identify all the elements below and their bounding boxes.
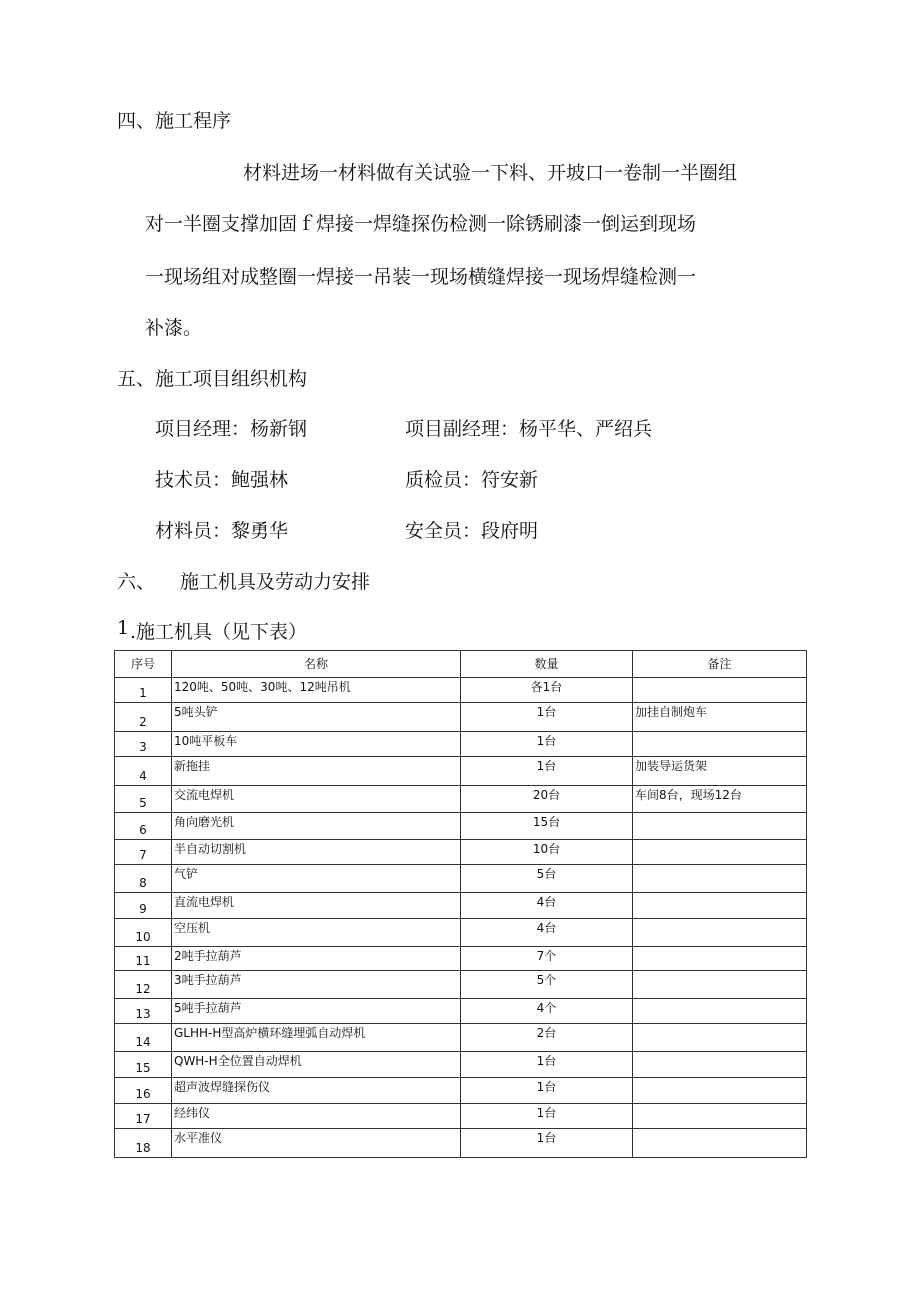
table-row xyxy=(115,919,807,947)
row-index: 15 xyxy=(115,1052,172,1078)
row-index: 11 xyxy=(115,947,172,971)
section5-heading: 五、施工项目组织机构 xyxy=(117,368,308,390)
header-index: 序号 xyxy=(115,651,172,678)
section4-line-1: 材料进场一材料做有关试验一下料、开坡口一卷制一半圈组 xyxy=(243,162,738,184)
section4-line-2: 对一半圈支撑加固ｆ焊接一焊缝探伤检测一除锈刷漆一倒运到现场 xyxy=(145,213,697,235)
equipment-name: QWH-H全位置自动焊机 xyxy=(172,1052,461,1078)
equipment-remarks xyxy=(633,893,807,919)
equipment-quantity: 10台 xyxy=(461,840,633,865)
equipment-remarks: 加装导运货架 xyxy=(633,757,807,786)
table-row xyxy=(115,1104,807,1129)
equipment-remarks xyxy=(633,732,807,757)
header-name: 名称 xyxy=(172,651,461,678)
equipment-remarks xyxy=(633,840,807,865)
equipment-quantity: 1台 xyxy=(461,1078,633,1104)
equipment-remarks xyxy=(633,813,807,840)
staff-project-manager: 项目经理：杨新钢 xyxy=(155,418,308,440)
staff-deputy-manager: 项目副经理：杨平华、严绍兵 xyxy=(405,418,653,440)
row-index: 4 xyxy=(115,757,172,786)
equipment-name: 3吨手拉葫芦 xyxy=(172,971,461,999)
staff-quality-inspector: 质检员：符安新 xyxy=(405,469,539,491)
equipment-name: 气铲 xyxy=(172,865,461,893)
equipment-quantity: 2台 xyxy=(461,1024,633,1052)
equipment-name: 5吨头铲 xyxy=(172,703,461,732)
row-index: 18 xyxy=(115,1129,172,1158)
row-index: 12 xyxy=(115,971,172,999)
equipment-table xyxy=(114,650,807,1158)
equipment-quantity: 15台 xyxy=(461,813,633,840)
equipment-quantity: 各1台 xyxy=(461,678,633,703)
equipment-quantity: 1台 xyxy=(461,703,633,732)
row-index: 13 xyxy=(115,999,172,1024)
equipment-name: 角向磨光机 xyxy=(172,813,461,840)
equipment-remarks xyxy=(633,971,807,999)
equipment-remarks xyxy=(633,919,807,947)
section6-number: 六、 xyxy=(117,571,156,593)
equipment-name: 超声波焊缝探伤仪 xyxy=(172,1078,461,1104)
row-index: 16 xyxy=(115,1078,172,1104)
equipment-quantity: 4台 xyxy=(461,893,633,919)
equipment-quantity: 5台 xyxy=(461,865,633,893)
equipment-name: GLHH-H型高炉横环缝埋弧自动焊机 xyxy=(172,1024,461,1052)
equipment-name: 直流电焊机 xyxy=(172,893,461,919)
table-row xyxy=(115,757,807,786)
table-row xyxy=(115,971,807,999)
equipment-remarks xyxy=(633,999,807,1024)
table-row xyxy=(115,1129,807,1158)
equipment-quantity: 7个 xyxy=(461,947,633,971)
subsection-1-number: 1 xyxy=(117,617,130,639)
subsection-1-heading: .施工机具（见下表） xyxy=(130,621,308,643)
equipment-remarks xyxy=(633,1052,807,1078)
equipment-remarks xyxy=(633,678,807,703)
equipment-name: 水平准仪 xyxy=(172,1129,461,1158)
table-row xyxy=(115,786,807,813)
equipment-name: 5吨手拉葫芦 xyxy=(172,999,461,1024)
equipment-quantity: 1台 xyxy=(461,1052,633,1078)
equipment-quantity: 1台 xyxy=(461,732,633,757)
equipment-quantity: 4台 xyxy=(461,919,633,947)
row-index: 6 xyxy=(115,813,172,840)
equipment-quantity: 1台 xyxy=(461,757,633,786)
equipment-name: 半自动切割机 xyxy=(172,840,461,865)
row-index: 10 xyxy=(115,919,172,947)
table-row xyxy=(115,678,807,703)
row-index: 9 xyxy=(115,893,172,919)
table-row xyxy=(115,1052,807,1078)
equipment-name: 2吨手拉葫芦 xyxy=(172,947,461,971)
table-row xyxy=(115,893,807,919)
table-header-row xyxy=(115,651,807,678)
row-index: 3 xyxy=(115,732,172,757)
section4-heading: 四、施工程序 xyxy=(117,110,232,132)
section4-line-3: 一现场组对成整圈一焊接一吊装一现场横缝焊接一现场焊缝检测一 xyxy=(145,266,697,288)
equipment-remarks xyxy=(633,1104,807,1129)
header-quantity: 数量 xyxy=(461,651,633,678)
equipment-quantity: 5个 xyxy=(461,971,633,999)
table-row xyxy=(115,1024,807,1052)
table-row xyxy=(115,703,807,732)
row-index: 1 xyxy=(115,678,172,703)
row-index: 2 xyxy=(115,703,172,732)
row-index: 7 xyxy=(115,840,172,865)
table-row xyxy=(115,999,807,1024)
equipment-name: 120吨、50吨、30吨、12吨吊机 xyxy=(172,678,461,703)
equipment-name: 交流电焊机 xyxy=(172,786,461,813)
table-row xyxy=(115,947,807,971)
table-row xyxy=(115,1078,807,1104)
table-row xyxy=(115,865,807,893)
equipment-name: 空压机 xyxy=(172,919,461,947)
staff-safety: 安全员：段府明 xyxy=(405,520,539,542)
equipment-remarks: 加挂自制炮车 xyxy=(633,703,807,732)
row-index: 5 xyxy=(115,786,172,813)
equipment-name: 经纬仪 xyxy=(172,1104,461,1129)
equipment-quantity: 1台 xyxy=(461,1129,633,1158)
table-row xyxy=(115,813,807,840)
equipment-remarks xyxy=(633,1024,807,1052)
table-row xyxy=(115,840,807,865)
row-index: 14 xyxy=(115,1024,172,1052)
section4-line-4: 补漆。 xyxy=(145,317,203,339)
equipment-name: 10吨平板车 xyxy=(172,732,461,757)
table-row xyxy=(115,732,807,757)
staff-materials: 材料员：黎勇华 xyxy=(155,520,289,542)
equipment-remarks xyxy=(633,1129,807,1158)
equipment-quantity: 20台 xyxy=(461,786,633,813)
equipment-remarks xyxy=(633,1078,807,1104)
equipment-remarks xyxy=(633,947,807,971)
row-index: 17 xyxy=(115,1104,172,1129)
equipment-name: 新拖挂 xyxy=(172,757,461,786)
header-remarks: 备注 xyxy=(633,651,807,678)
equipment-quantity: 1台 xyxy=(461,1104,633,1129)
row-index: 8 xyxy=(115,865,172,893)
equipment-quantity: 4个 xyxy=(461,999,633,1024)
equipment-remarks: 车间8台，现场12台 xyxy=(633,786,807,813)
equipment-remarks xyxy=(633,865,807,893)
staff-technician: 技术员：鲍强林 xyxy=(155,469,289,491)
section6-heading: 施工机具及劳动力安排 xyxy=(180,571,371,593)
